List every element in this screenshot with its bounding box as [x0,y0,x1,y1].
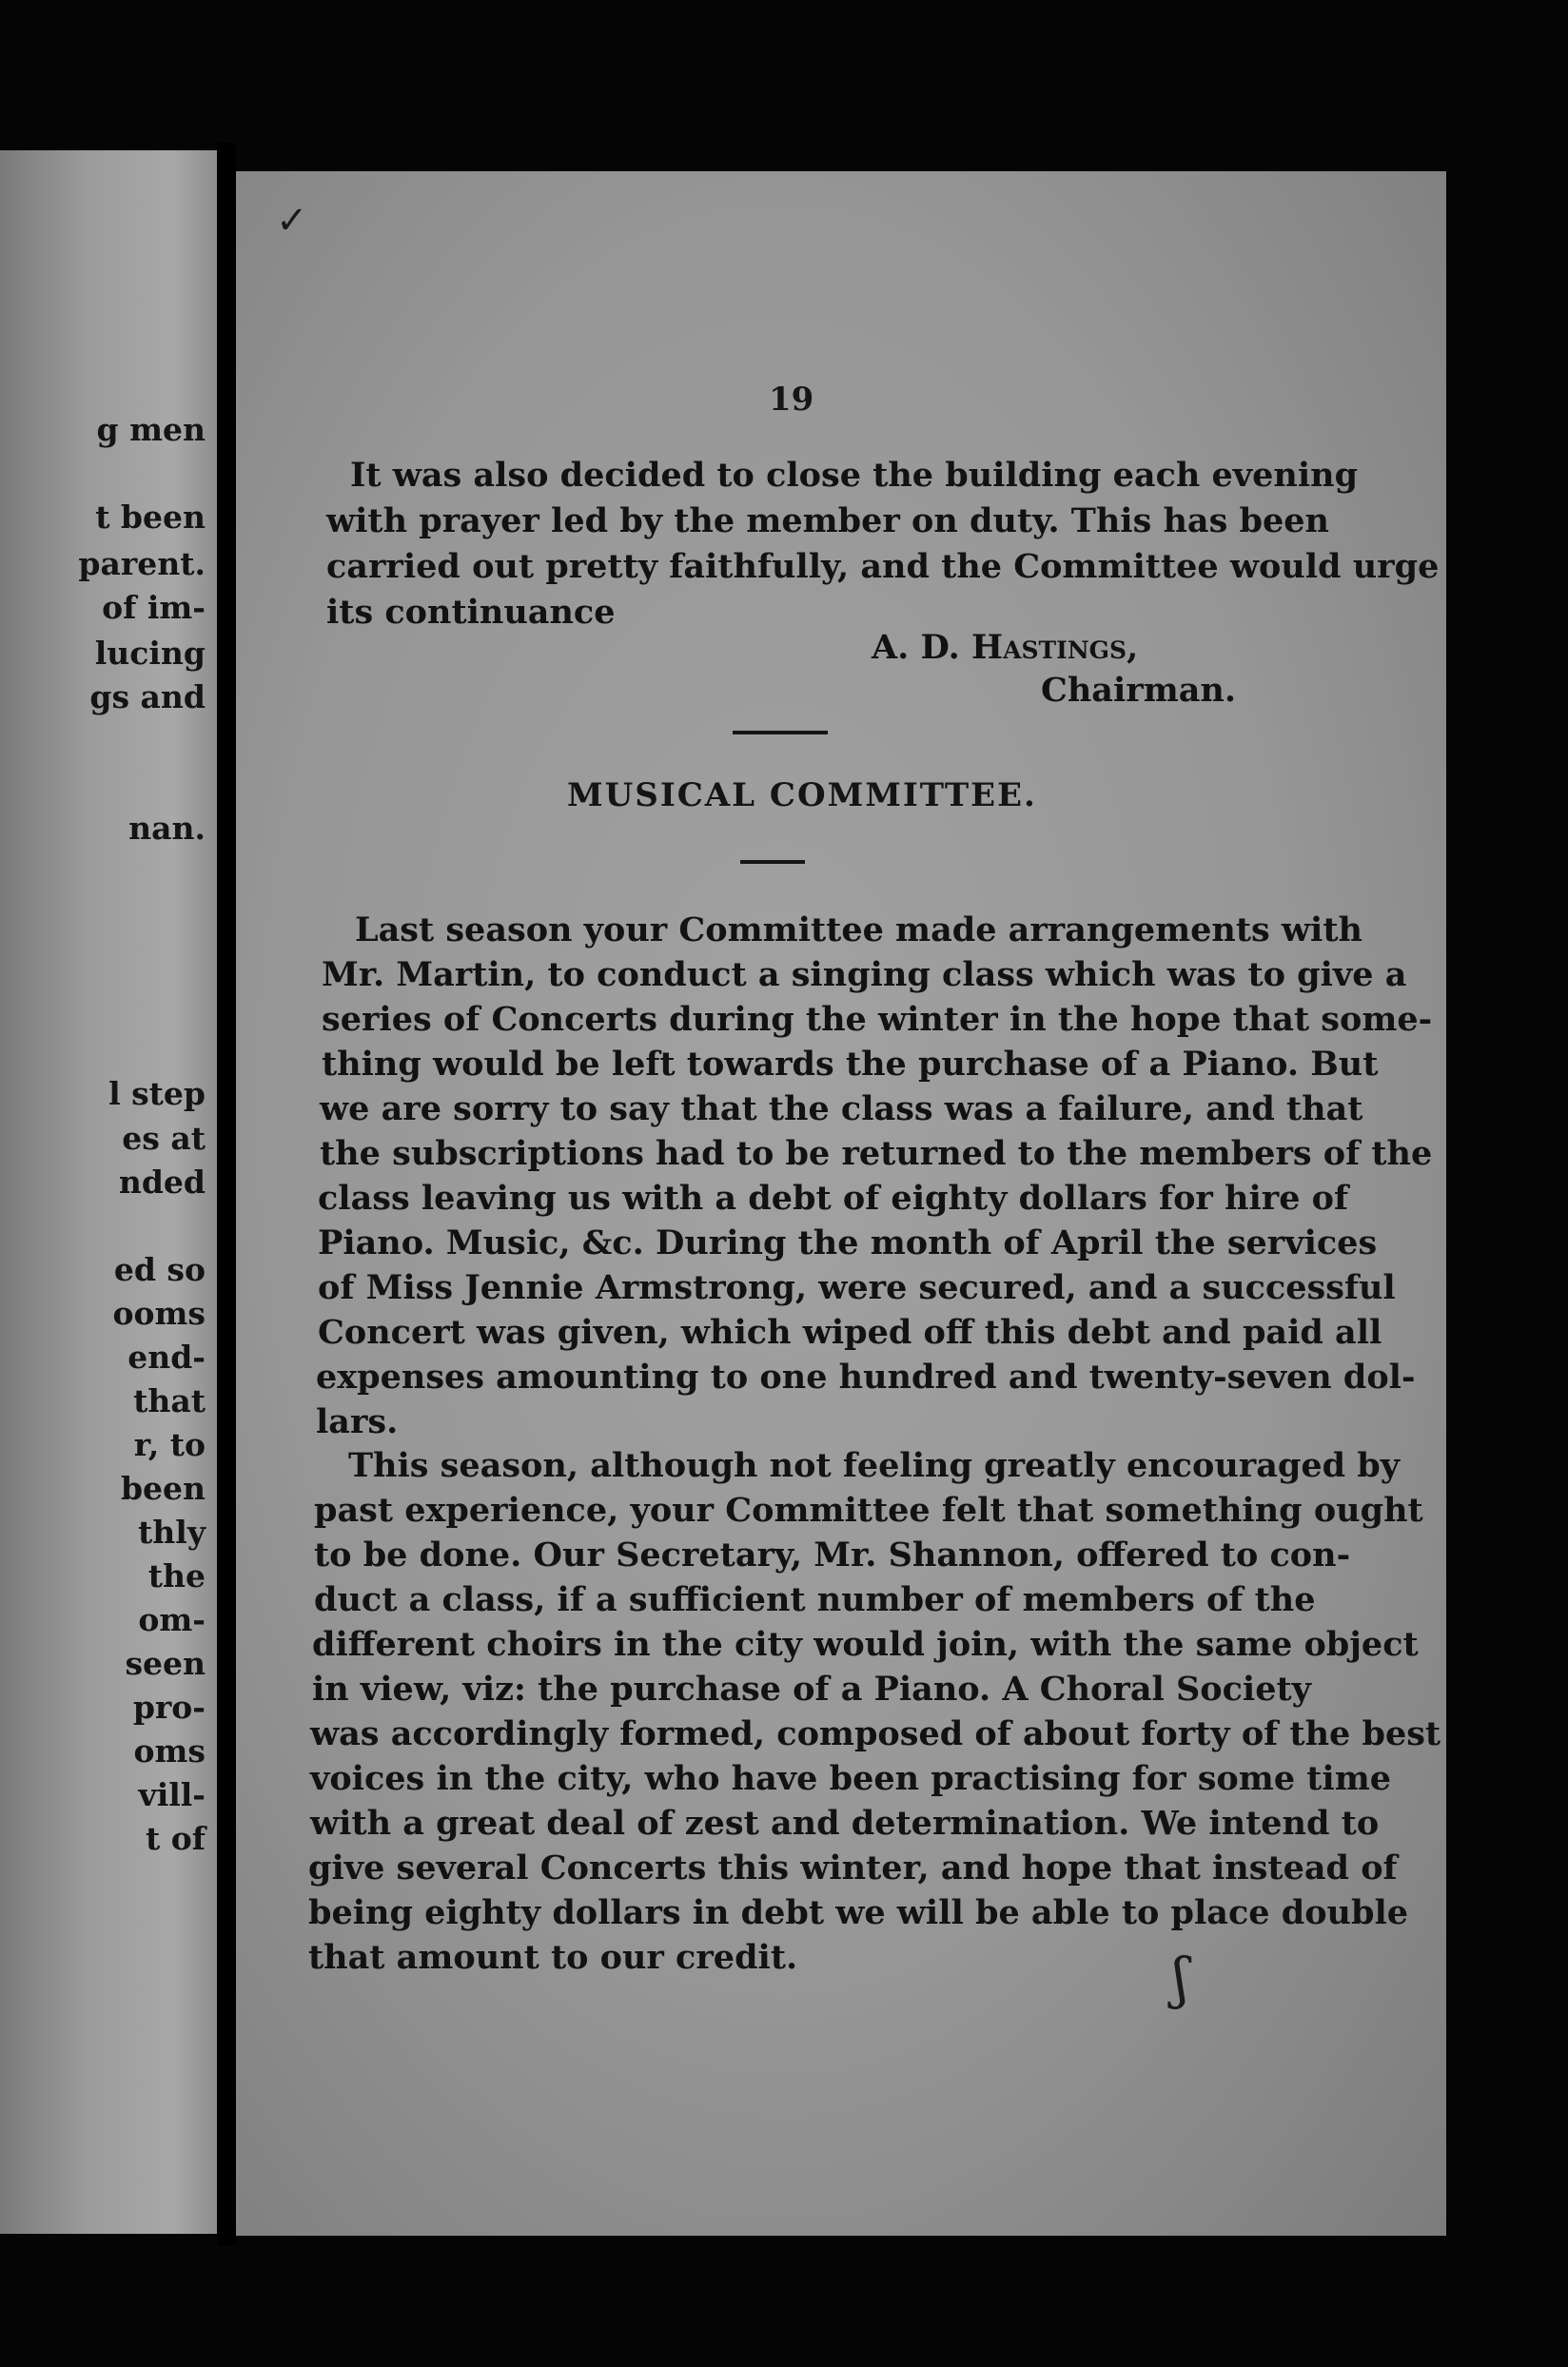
left-page-line: oms [133,1732,206,1770]
left-page-line: t of [146,1820,206,1857]
page-number: 19 [769,381,814,419]
adjacent-page-fragment [0,150,217,2234]
text-line: thing would be left towards the purchase of a Piano. But [322,1045,1379,1084]
pencil-check-mark: ✓ [276,199,308,243]
text-line: we are sorry to say that the class was a failure, and that [320,1089,1363,1128]
left-page-line: l step [108,1075,206,1112]
left-page-line: of im- [102,589,206,626]
signature-name: A. D. Hastings, [872,628,1139,667]
text-line: Concert was given, which wiped off this debt and paid all [318,1313,1382,1352]
text-line: was accordingly formed, composed of about forty of the best [310,1714,1441,1753]
left-page-line: thly [138,1514,206,1551]
text-line: the subscriptions had to be returned to the members of the [320,1134,1433,1173]
text-line: duct a class, if a sufficient number of members of the [314,1580,1316,1619]
left-page-line: r, to [133,1426,206,1463]
left-page-line: nan. [128,810,206,847]
left-page-line: vill- [138,1776,206,1813]
left-page-line: gs and [89,678,206,715]
left-page-line: om- [138,1601,206,1638]
text-line: lars. [316,1402,399,1441]
left-page-line: es at [122,1120,206,1157]
left-page-line: that [133,1382,206,1419]
left-page-line: end- [127,1339,206,1376]
text-line: class leaving us with a debt of eighty dollars for hire of [318,1179,1349,1218]
text-line: carried out pretty faithfully, and the Committee would urge [326,547,1440,586]
left-page-line: pro- [132,1689,206,1726]
text-line: to be done. Our Secretary, Mr. Shannon, offered to con- [314,1536,1351,1575]
text-line: expenses amounting to one hundred and twenty-seven dol- [316,1358,1416,1397]
text-line: Piano. Music, &c. During the month of April the services [318,1223,1378,1262]
divider-rule [733,731,828,734]
text-line: series of Concerts during the winter in the hope that some- [322,1000,1433,1039]
text-line: that amount to our credit. [308,1938,798,1977]
left-page-line: been [120,1470,206,1507]
signature-title: Chairman. [1041,671,1237,710]
text-line: voices in the city, who have been practising for some time [310,1759,1392,1798]
text-line: Mr. Martin, to conduct a singing class which was to give a [322,955,1407,994]
text-line: different choirs in the city would join, with the same object [312,1625,1419,1664]
left-page-line: lucing [94,635,206,672]
text-line: being eighty dollars in debt we will be able to place double [308,1893,1409,1932]
text-line: give several Concerts this winter, and hope that instead of [308,1849,1398,1888]
text-line: Last season your Committee made arrangements with [355,910,1362,949]
text-line: It was also decided to close the building each evening [350,456,1359,495]
left-page-line: the [147,1557,206,1594]
text-line: in view, viz: the purchase of a Piano. A Choral Society [312,1670,1311,1709]
left-page-line: g men [96,411,206,448]
pencil-stroke-mark: ʃ [1173,1946,1188,2010]
left-page-line: ed so [113,1251,206,1288]
divider-rule [740,860,805,864]
left-page-line: t been [95,499,206,536]
text-line: past experience, your Committee felt that something ought [314,1491,1423,1530]
text-line: of Miss Jennie Armstrong, were secured, and a successful [318,1268,1396,1307]
text-line: with prayer led by the member on duty. This has been [326,501,1329,540]
page-gutter [217,143,236,2245]
main-page [236,171,1446,2236]
text-line: its continuance [326,593,616,632]
section-heading: MUSICAL COMMITTEE. [567,776,1037,814]
text-line: with a great deal of zest and determination. We intend to [310,1804,1380,1843]
text-line: This season, although not feeling greatly encouraged by [348,1446,1401,1485]
left-page-line: nded [118,1164,206,1201]
left-page-line: parent. [78,545,206,582]
left-page-line: seen [125,1645,206,1682]
left-page-line: ooms [112,1295,206,1332]
